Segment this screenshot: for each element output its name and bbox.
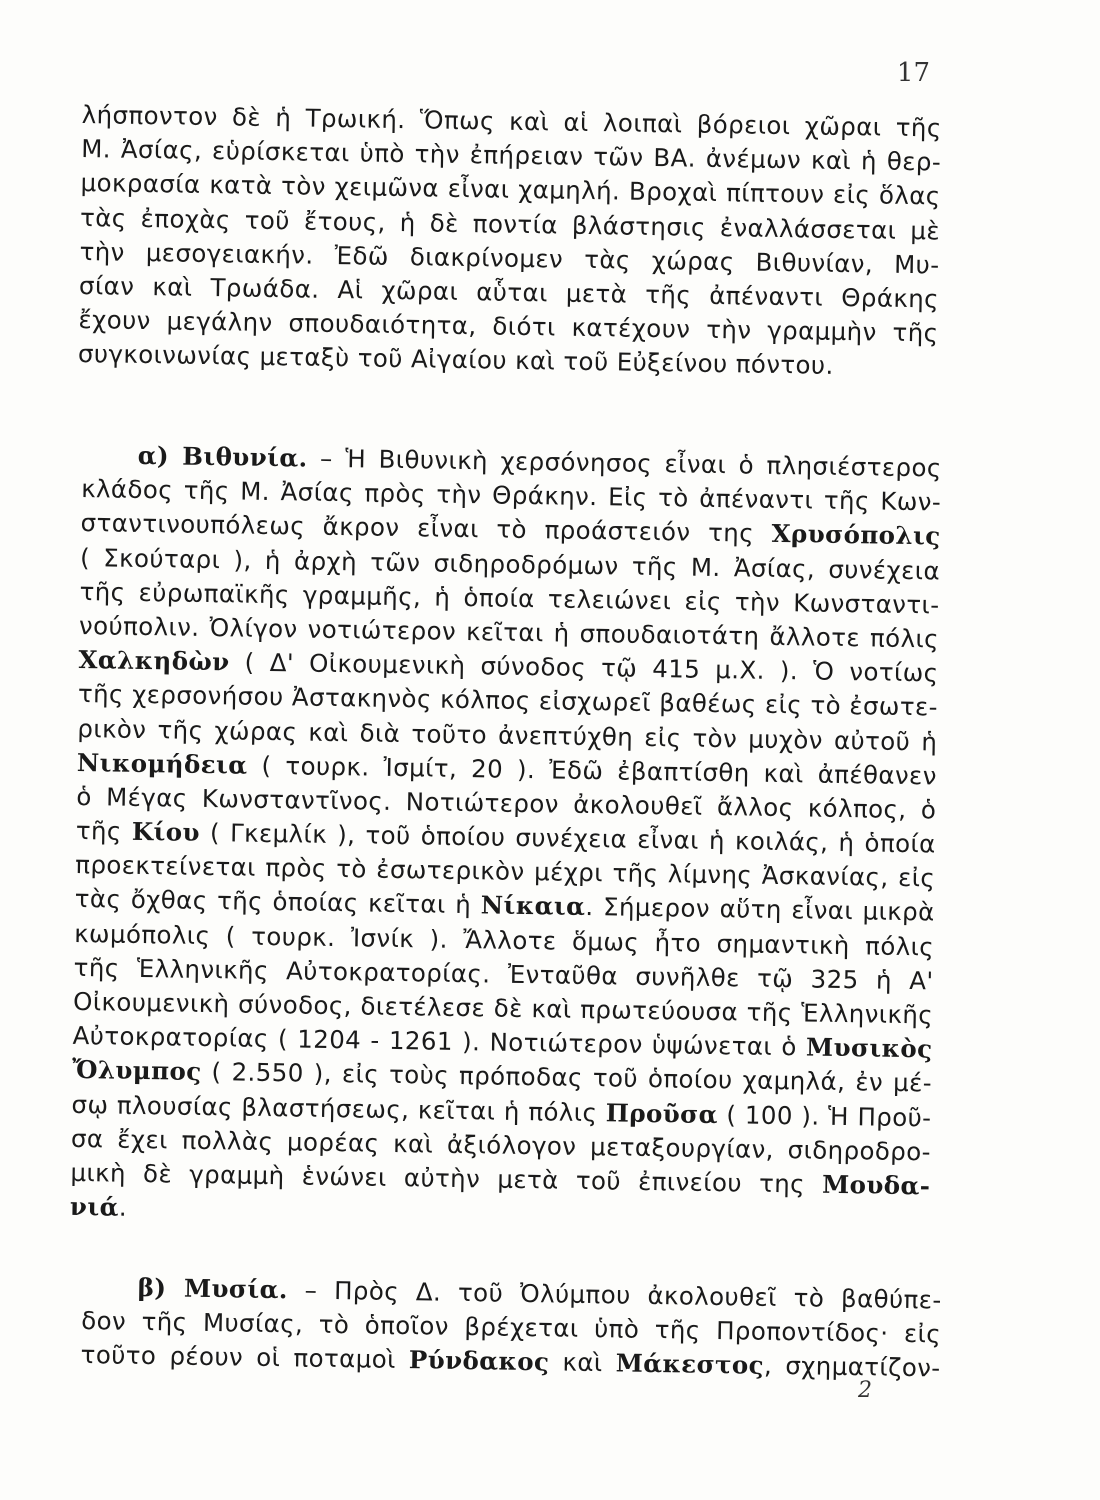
paragraph-line: τῆς Ἑλληνικῆς Αὐτοκρατορίας. Ἐνταῦθα συνῆλθε τῷ 325 ἡ Α'	[73, 952, 934, 996]
paragraph-line: ἔχουν μεγάλην σπουδαιότητα, διότι κατέχουν τὴν γραμμὴν τῆς	[78, 305, 939, 348]
place-name: Προῦσα	[605, 1097, 719, 1129]
paragraph-line: τῆς χερσονήσου Ἀστακηνὸς κόλπος εἰσχωρεῖ βαθέως εἰς τὸ ἐσωτε-	[77, 679, 939, 722]
paragraph-line: λήσποντον δὲ ἡ Τρωική. Ὅπως καὶ αἱ λοιπαὶ βόρειοι χῶραι τῆς	[81, 99, 942, 143]
place-name: Χρυσόπολις	[771, 519, 941, 551]
paragraph-line: συγκοινωνίας μεταξὺ τοῦ Αἰγαίου καὶ τοῦ Εὐξείνου πόντου.	[77, 339, 834, 381]
place-name: Νικομήδεια	[76, 747, 248, 780]
paragraph-line: β) Μυσία. – Πρὸς Δ. τοῦ Ὀλύμπου ἀκολουθεῖ τὸ βαθύπε-	[137, 1272, 942, 1315]
paragraph-line: Νικομήδεια ( τουρκ. Ἰσμίτ, 20 ). Ἐδῶ ἐβαπτίσθη καὶ ἀπέθανεν	[76, 747, 938, 791]
paragraph-line: μοκρασία κατὰ τὸν χειμῶνα εἶναι χαμηλή. Βροχαὶ πίπτουν εἰς ὅλας	[80, 168, 941, 211]
paragraph-line: τῆς Κίου ( Γκεμλίκ ), τοῦ ὁποίου συνέχεια εἶναι ἡ κοιλάς, ἡ ὁποία	[75, 816, 936, 859]
mysia-section	[80, 1270, 942, 1386]
intro-paragraph	[78, 98, 942, 385]
paragraph-line: α) Βιθυνία. – Ἡ Βιθυνικὴ χερσόνησος εἶναι ὁ πλησιέστερος	[137, 440, 942, 483]
place-name: Μουδα-	[821, 1169, 931, 1201]
paragraph-line: νιά.	[69, 1192, 128, 1222]
signature-mark: 2	[858, 1378, 872, 1403]
paragraph-line: ( Σκούταρι ), ἡ ἀρχὴ τῶν σιδηροδρόμων τῆς Μ. Ἀσίας, συνέχεια	[79, 542, 941, 586]
place-name: Νίκαια	[480, 890, 586, 922]
place-name: Μυσικὸς	[805, 1032, 933, 1064]
place-name: Ρύνδακος	[408, 1345, 550, 1377]
paragraph-line: τῆς εὐρωπαϊκῆς γραμμῆς, ἡ ὁποία τελειώνει εἰς τὴν Κωνσταντι-	[79, 576, 940, 620]
paragraph-line: κωμόπολις ( τουρκ. Ἰσνίκ ). Ἄλλοτε ὅμως ἦτο σημαντικὴ πόλις	[73, 918, 935, 962]
place-name: Ὄλυμπος	[71, 1055, 202, 1087]
paragraph-line: Μ. Ἀσίας, εὑρίσκεται ὑπὸ τὴν ἐπήρειαν τῶν ΒΑ. ἀνέμων καὶ ἡ θερ-	[80, 134, 942, 177]
place-name: Κίου	[131, 816, 201, 847]
paragraph-line: νούπολιν. Ὀλίγον νοτιώτερον κεῖται ἡ σπουδαιοτάτη ἄλλοτε πόλις	[78, 610, 940, 654]
paragraph-line: προεκτείνεται πρὸς τὸ ἐσωτερικὸν μέχρι τῆς λίμνης Ἀσκανίας, εἰς	[75, 850, 936, 893]
paragraph-line: Οἰκουμενικὴ σύνοδος, διετέλεσε δὲ καὶ πρωτεύουσα τῆς Ἑλληνικῆς	[72, 986, 934, 1030]
paragraph-line: σῳ πλουσίας βλαστήσεως, κεῖται ἡ πόλις Προῦσα ( 100 ). Ἡ Προῦ-	[71, 1089, 932, 1132]
paragraph-line: δον τῆς Μυσίας, τὸ ὁποῖον βρέχεται ὑπὸ τῆς Προποντίδος· εἰς	[80, 1306, 942, 1349]
section-heading: α) Βιθυνία.	[137, 440, 308, 473]
paragraph-line: κλάδος τῆς Μ. Ἀσίας πρὸς τὴν Θράκην. Εἰς τὸ ἀπέναντι τῆς Κων-	[80, 474, 942, 517]
page-number: 17	[896, 58, 930, 88]
paragraph-line: σταντινουπόλεως ἄκρον εἶναι τὸ προάστειόν της Χρυσόπολις	[80, 508, 941, 551]
paragraph-line: τὴν μεσογειακήν. Ἐδῶ διακρίνομεν τὰς χώρας Βιθυνίαν, Μυ-	[79, 236, 940, 280]
paragraph-line: σα ἔχει πολλὰς μορέας καὶ ἀξιόλογον μεταξουργίαν, σιδηροδρο-	[70, 1123, 932, 1167]
paragraph-line: Αὐτοκρατορίας ( 1204 - 1261 ). Νοτιώτερον ὑψώνεται ὁ Μυσικὸς	[72, 1021, 933, 1064]
place-name: νιά	[69, 1192, 120, 1222]
bithynia-section	[70, 438, 942, 1238]
paragraph-line: Χαλκηδὼν ( Δ' Οἰκουμενικὴ σύνοδος τῷ 415 μ.Χ. ). Ὁ νοτίως	[78, 645, 939, 688]
section-heading: β) Μυσία.	[137, 1272, 289, 1305]
paragraph-line: ρικὸν τῆς χώρας καὶ διὰ τοῦτο ἀνεπτύχθη εἰς τὸν μυχὸν αὐτοῦ ἡ	[77, 713, 938, 756]
paragraph-line: τὰς ἐποχὰς τοῦ ἔτους, ἡ δὲ ποντία βλάστησις ἐναλλάσσεται μὲ	[79, 202, 941, 246]
paragraph-line: σίαν καὶ Τρωάδα. Αἱ χῶραι αὗται μετὰ τῆς ἀπέναντι Θράκης	[78, 270, 940, 314]
paragraph-line: Ὄλυμπος ( 2.550 ), εἰς τοὺς πρόποδας τοῦ ὁποίου χαμηλά, ἐν μέ-	[71, 1055, 933, 1098]
paragraph-line: ὁ Μέγας Κωνσταντῖνος. Νοτιώτερον ἀκολουθεῖ ἄλλος κόλπος, ὁ	[76, 781, 937, 825]
place-name: Χαλκηδὼν	[78, 645, 230, 677]
paragraph-line: τὰς ὄχθας τῆς ὁποίας κεῖται ἡ Νίκαια. Σήμερον αὕτη εἶναι μικρὰ	[74, 884, 935, 927]
paragraph-line: μικὴ δὲ γραμμὴ ἑνώνει αὐτὴν μετὰ τοῦ ἐπινείου της Μουδα-	[70, 1157, 931, 1201]
place-name: Μάκεστος	[615, 1348, 765, 1381]
paragraph-line: τοῦτο ρέουν οἱ ποταμοὶ Ρύνδακος καὶ Μάκεστος, σχηματίζον-	[80, 1340, 941, 1383]
